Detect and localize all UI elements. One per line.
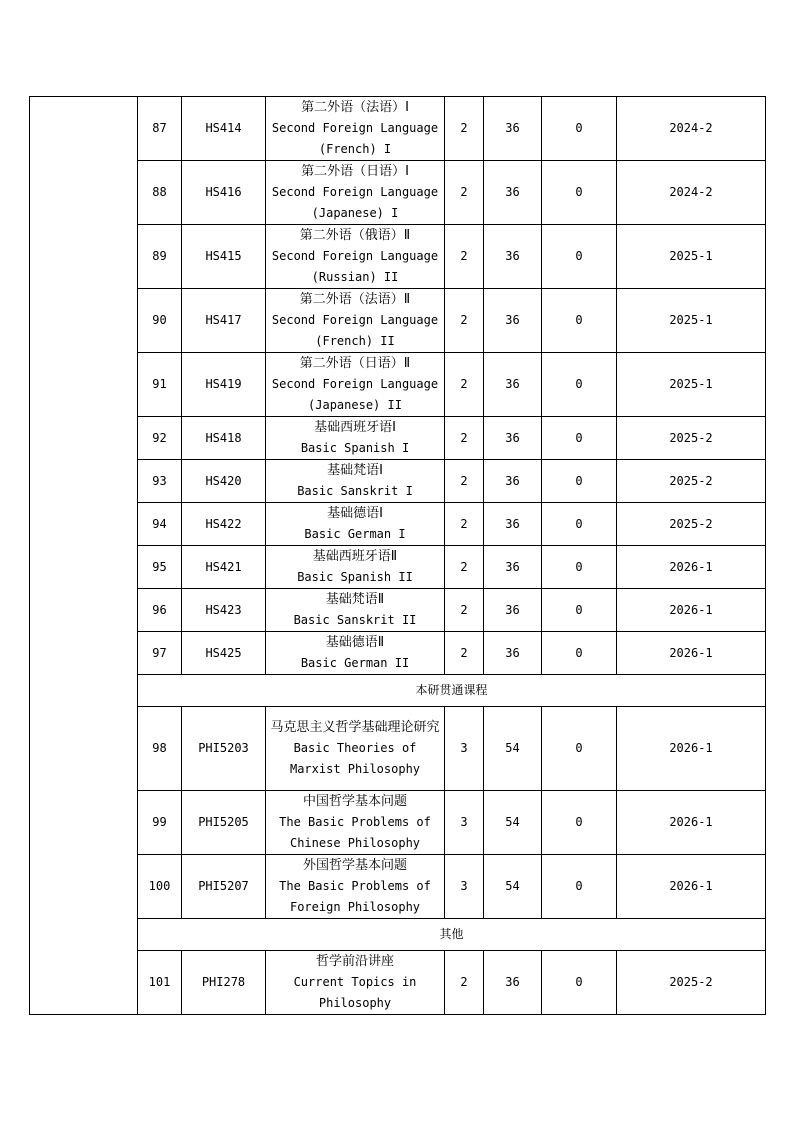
course-name-cn: 基础梵语Ⅰ [327,463,383,478]
course-name [266,855,445,919]
course-code: HS418 [182,417,266,460]
course-code: HS414 [182,97,266,161]
section-heading: 其他 [138,919,766,951]
course-table [29,96,766,1015]
course-name-en: Basic Spanish I [300,441,410,455]
course-practice-hours: 0 [542,97,617,161]
table-row [30,707,766,791]
course-code: HS417 [182,289,266,353]
course-name-en: Second Foreign Language (French) II [271,313,439,348]
course-name [266,289,445,353]
course-practice-hours: 0 [542,707,617,791]
course-table-body [30,97,766,1015]
course-name-cn: 第二外语（法语）Ⅰ [301,100,409,115]
table-row [30,855,766,919]
course-number: 89 [138,225,182,289]
course-practice-hours: 0 [542,632,617,675]
course-name-cn: 第二外语（俄语）Ⅱ [299,228,411,243]
course-credits: 2 [445,546,484,589]
course-term: 2025-2 [617,951,766,1015]
course-name [266,951,445,1015]
course-name [266,632,445,675]
course-hours: 54 [484,791,542,855]
course-term: 2026-1 [617,546,766,589]
section-row [30,919,766,951]
course-name-en: Basic Spanish II [297,570,413,584]
course-name [266,417,445,460]
course-practice-hours: 0 [542,417,617,460]
course-name-en: Current Topics in Philosophy [293,975,417,1010]
course-credits: 3 [445,855,484,919]
course-name-en: Second Foreign Language (Russian) II [271,249,439,284]
course-practice-hours: 0 [542,460,617,503]
table-row [30,632,766,675]
course-practice-hours: 0 [542,353,617,417]
category-cell [30,97,138,1015]
course-number: 99 [138,791,182,855]
course-hours: 36 [484,589,542,632]
course-name-en: Second Foreign Language (French) I [271,121,439,156]
course-name [266,225,445,289]
course-term: 2025-1 [617,353,766,417]
course-name-cn: 基础西班牙语Ⅱ [312,549,398,564]
course-practice-hours: 0 [542,289,617,353]
course-code: HS416 [182,161,266,225]
table-row [30,460,766,503]
course-name-cn: 基础梵语Ⅱ [325,592,385,607]
course-code: PHI5207 [182,855,266,919]
course-term: 2026-1 [617,589,766,632]
course-name [266,707,445,791]
course-number: 97 [138,632,182,675]
course-name-cn: 基础西班牙语Ⅰ [314,420,396,435]
course-hours: 36 [484,546,542,589]
table-row [30,417,766,460]
course-name-cn: 基础德语Ⅱ [325,635,385,650]
course-code: PHI5205 [182,791,266,855]
course-term: 2025-2 [617,417,766,460]
course-name [266,503,445,546]
table-row [30,289,766,353]
course-code: HS415 [182,225,266,289]
course-practice-hours: 0 [542,225,617,289]
course-code: HS419 [182,353,266,417]
course-name-en: Second Foreign Language (Japanese) I [271,185,439,220]
course-hours: 36 [484,161,542,225]
course-code: HS423 [182,589,266,632]
table-row [30,225,766,289]
course-practice-hours: 0 [542,855,617,919]
course-hours: 36 [484,417,542,460]
course-code: PHI5203 [182,707,266,791]
course-credits: 2 [445,503,484,546]
course-name-cn: 哲学前沿讲座 [315,954,394,969]
course-hours: 36 [484,503,542,546]
course-name-en: Basic German I [304,527,406,541]
table-row [30,97,766,161]
course-hours: 54 [484,855,542,919]
course-number: 100 [138,855,182,919]
course-name-cn: 外国哲学基本问题 [302,858,407,873]
course-number: 91 [138,353,182,417]
course-practice-hours: 0 [542,503,617,546]
course-code: HS422 [182,503,266,546]
course-name [266,161,445,225]
course-credits: 2 [445,225,484,289]
course-name-en: The Basic Problems of Chinese Philosophy [279,815,431,850]
course-name-cn: 基础德语Ⅰ [327,506,383,521]
course-name-en: Basic German II [300,656,410,670]
course-number: 95 [138,546,182,589]
course-number: 88 [138,161,182,225]
course-name [266,353,445,417]
course-name-en: Basic Theories of Marxist Philosophy [289,741,421,776]
course-credits: 2 [445,97,484,161]
course-hours: 36 [484,951,542,1015]
course-hours: 36 [484,97,542,161]
course-name [266,460,445,503]
course-code: HS420 [182,460,266,503]
course-practice-hours: 0 [542,951,617,1015]
course-name-cn: 中国哲学基本问题 [302,794,407,809]
course-credits: 2 [445,951,484,1015]
section-row [30,675,766,707]
course-practice-hours: 0 [542,589,617,632]
table-row [30,791,766,855]
course-hours: 54 [484,707,542,791]
course-term: 2024-2 [617,97,766,161]
course-hours: 36 [484,632,542,675]
course-number: 87 [138,97,182,161]
course-hours: 36 [484,460,542,503]
table-row [30,951,766,1015]
course-credits: 2 [445,417,484,460]
course-name-cn: 第二外语（法语）Ⅱ [299,292,411,307]
course-code: HS421 [182,546,266,589]
course-name-cn: 第二外语（日语）Ⅱ [299,356,411,371]
course-credits: 2 [445,161,484,225]
course-name-cn: 马克思主义哲学基础理论研究 [270,720,440,735]
course-number: 98 [138,707,182,791]
course-credits: 3 [445,791,484,855]
course-hours: 36 [484,225,542,289]
course-name [266,97,445,161]
course-number: 94 [138,503,182,546]
course-credits: 2 [445,632,484,675]
course-name-en: The Basic Problems of Foreign Philosophy [279,879,431,914]
course-credits: 2 [445,353,484,417]
course-name-en: Basic Sanskrit I [297,484,413,498]
course-credits: 3 [445,707,484,791]
course-name-en: Second Foreign Language (Japanese) II [271,377,439,412]
course-hours: 36 [484,289,542,353]
table-row [30,589,766,632]
table-row [30,161,766,225]
table-row [30,546,766,589]
course-number: 93 [138,460,182,503]
course-name [266,791,445,855]
course-term: 2025-1 [617,225,766,289]
course-term: 2025-2 [617,503,766,546]
course-practice-hours: 0 [542,546,617,589]
course-credits: 2 [445,460,484,503]
course-hours: 36 [484,353,542,417]
course-term: 2025-2 [617,460,766,503]
course-code: HS425 [182,632,266,675]
course-name-cn: 第二外语（日语）Ⅰ [301,164,409,179]
course-code: PHI278 [182,951,266,1015]
course-term: 2025-1 [617,289,766,353]
section-heading: 本研贯通课程 [138,675,766,707]
course-credits: 2 [445,589,484,632]
course-term: 2024-2 [617,161,766,225]
course-name [266,589,445,632]
course-term: 2026-1 [617,632,766,675]
course-term: 2026-1 [617,855,766,919]
course-practice-hours: 0 [542,161,617,225]
course-number: 96 [138,589,182,632]
course-number: 90 [138,289,182,353]
course-term: 2026-1 [617,791,766,855]
course-practice-hours: 0 [542,791,617,855]
table-row [30,353,766,417]
course-number: 101 [138,951,182,1015]
course-number: 92 [138,417,182,460]
course-term: 2026-1 [617,707,766,791]
course-credits: 2 [445,289,484,353]
course-name-en: Basic Sanskrit II [293,613,417,627]
table-row [30,503,766,546]
course-name [266,546,445,589]
